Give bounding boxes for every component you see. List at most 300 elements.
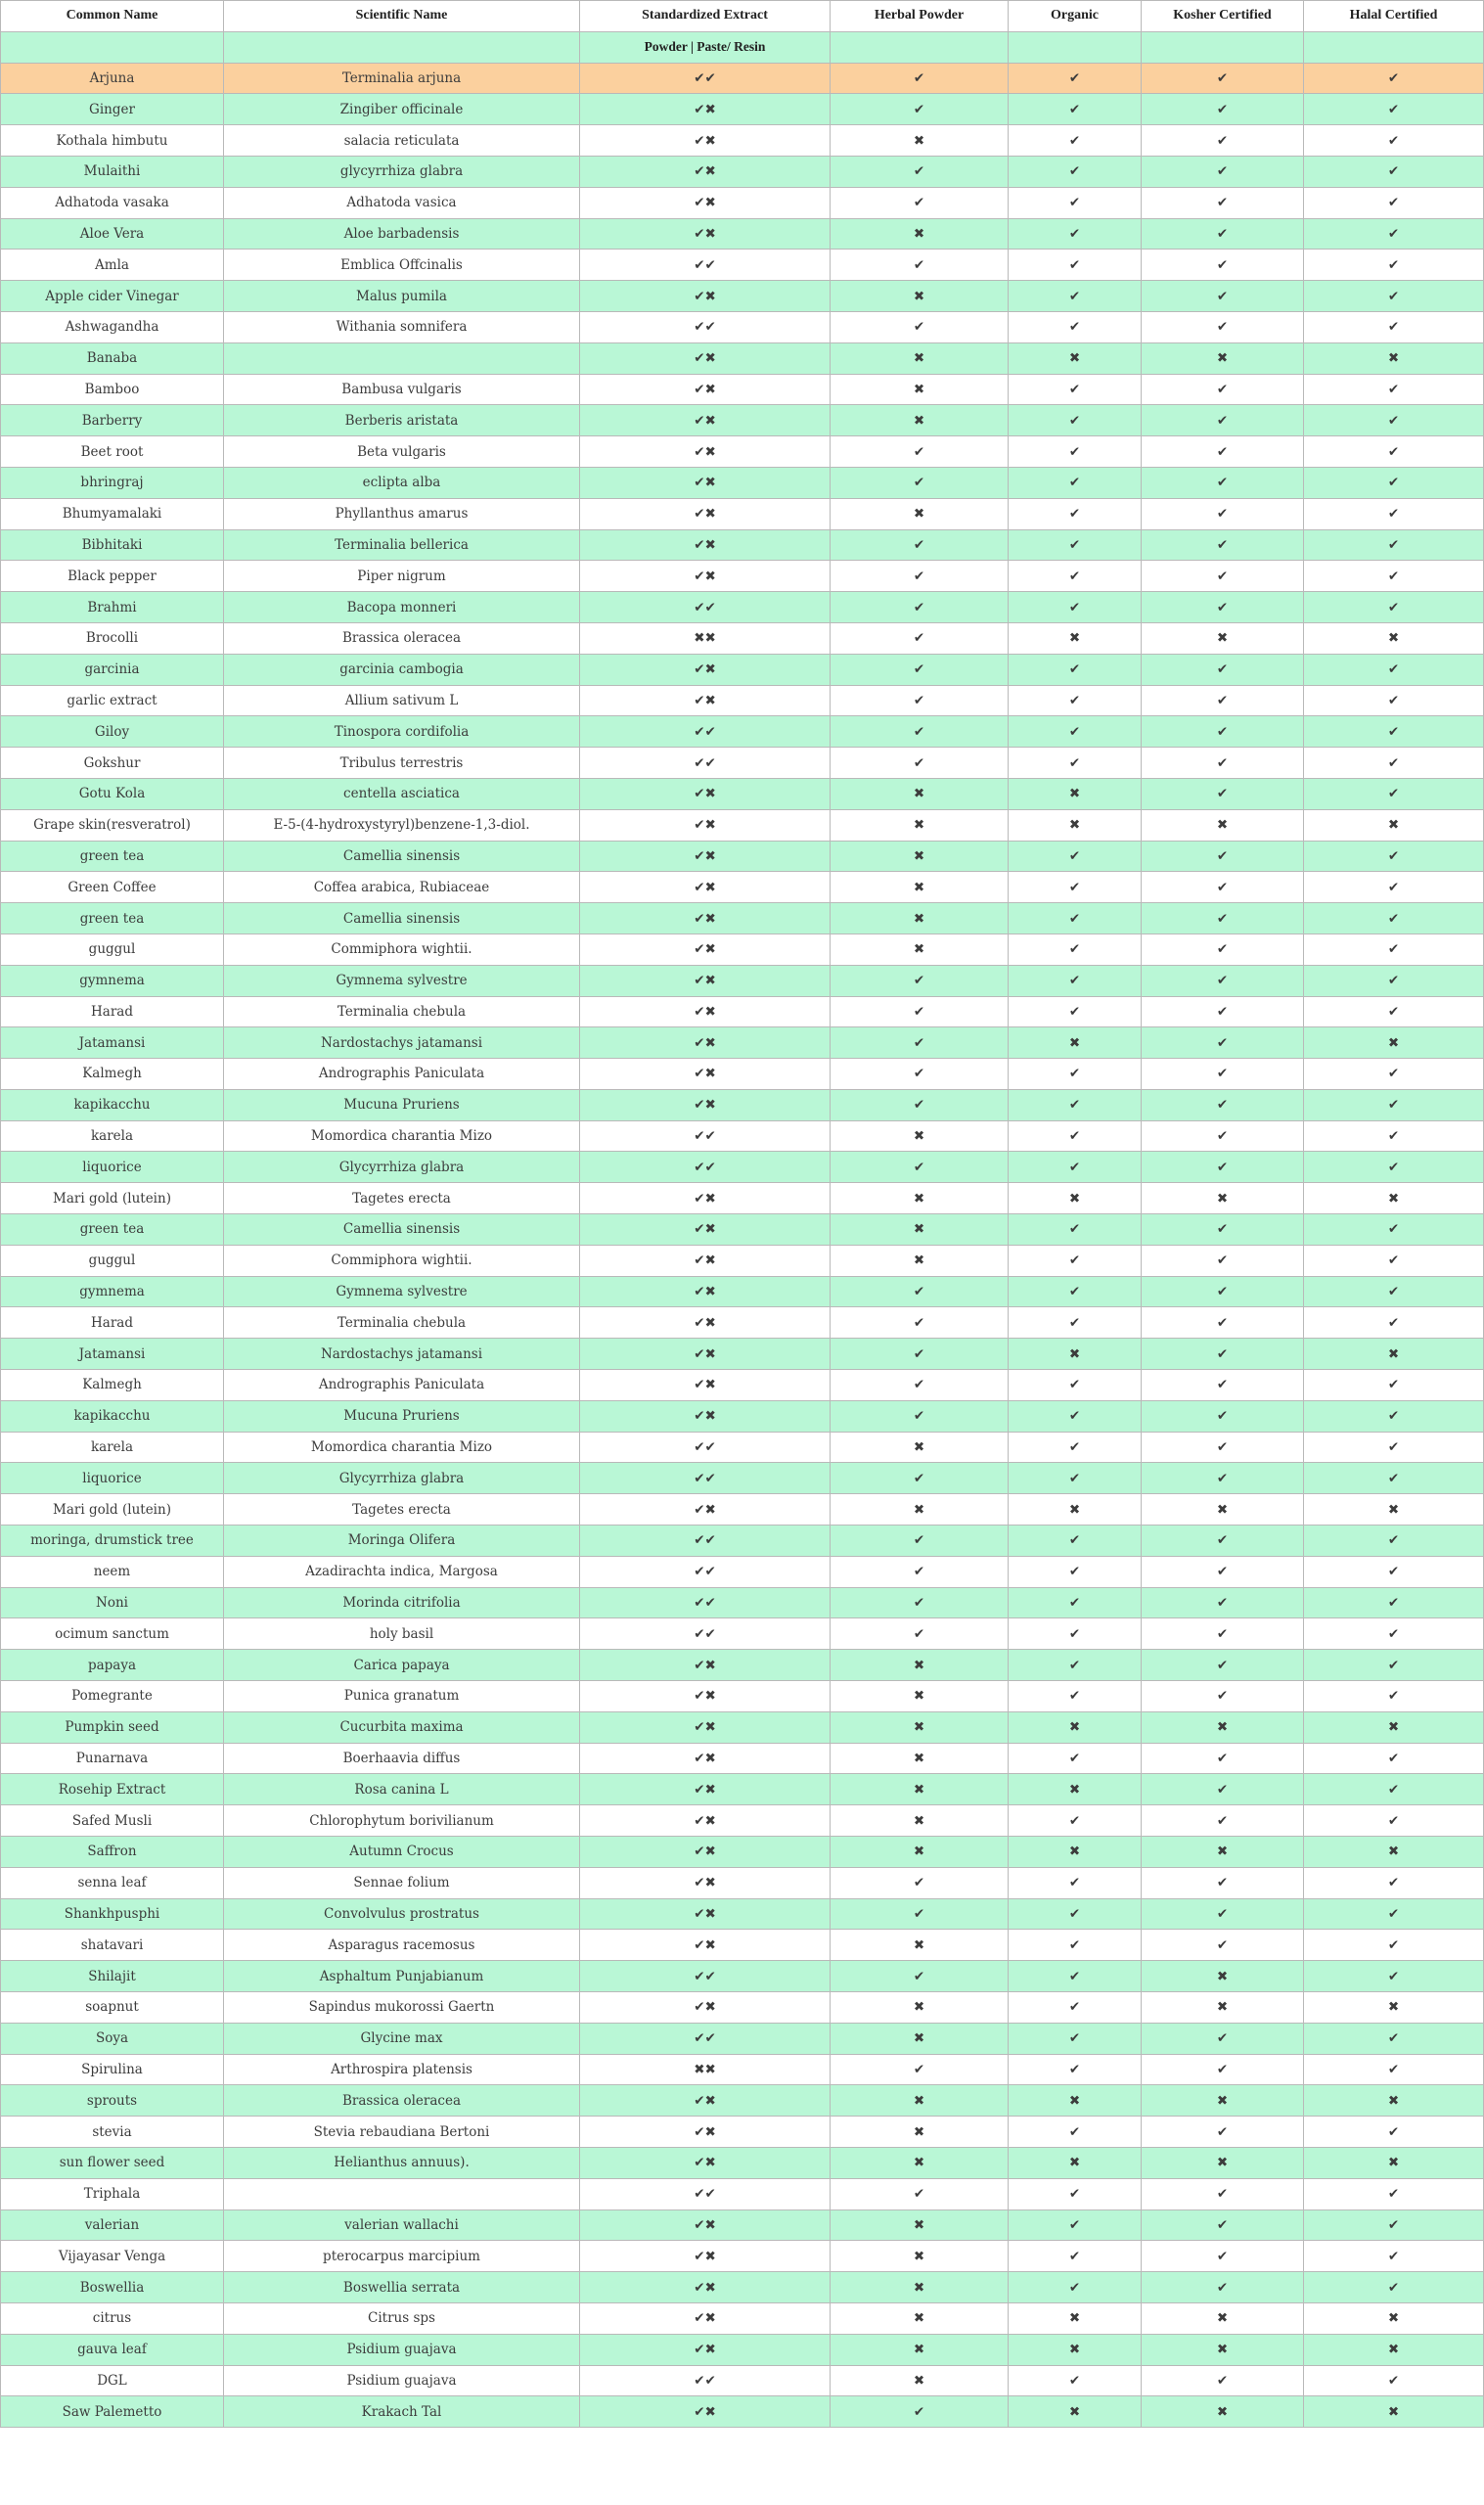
standardized-extract-cell: ✔✖ xyxy=(580,2117,831,2148)
common-name-cell: papaya xyxy=(1,1650,224,1681)
standardized-extract-cell: ✔✖ xyxy=(580,1650,831,1681)
herbal-powder-cell: ✔ xyxy=(831,965,1009,996)
halal-cell: ✔ xyxy=(1304,1089,1484,1120)
kosher-cell: ✔ xyxy=(1142,654,1304,685)
kosher-cell: ✔ xyxy=(1142,1587,1304,1618)
halal-cell: ✔ xyxy=(1304,498,1484,529)
kosher-cell: ✔ xyxy=(1142,281,1304,312)
organic-cell: ✔ xyxy=(1009,1245,1142,1276)
kosher-cell: ✔ xyxy=(1142,1867,1304,1898)
standardized-extract-cell: ✔✔ xyxy=(580,1152,831,1183)
table-row xyxy=(1,1120,1484,1152)
herbal-powder-cell: ✖ xyxy=(831,903,1009,934)
standardized-extract-cell: ✔✖ xyxy=(580,125,831,157)
kosher-cell: ✖ xyxy=(1142,2302,1304,2334)
subheader-form-types: Powder | Paste/ Resin xyxy=(580,31,831,63)
table-row xyxy=(1,498,1484,529)
scientific-name-cell: Chlorophytum borivilianum xyxy=(224,1805,580,1837)
common-name-cell: Arjuna xyxy=(1,63,224,94)
table-row xyxy=(1,156,1484,187)
scientific-name-cell: Brassica oleracea xyxy=(224,622,580,654)
table-row xyxy=(1,1556,1484,1587)
scientific-name-cell: Momordica charantia Mizo xyxy=(224,1120,580,1152)
subheader-empty-cell xyxy=(1142,31,1304,63)
organic-cell: ✔ xyxy=(1009,1618,1142,1650)
kosher-cell: ✔ xyxy=(1142,1681,1304,1712)
scientific-name-cell: Glycyrrhiza glabra xyxy=(224,1463,580,1494)
scientific-name-cell: Boswellia serrata xyxy=(224,2272,580,2303)
scientific-name-cell: Tagetes erecta xyxy=(224,1183,580,1214)
halal-cell: ✔ xyxy=(1304,2272,1484,2303)
halal-cell: ✔ xyxy=(1304,685,1484,716)
table-row xyxy=(1,1587,1484,1618)
table-row xyxy=(1,2054,1484,2085)
halal-cell: ✖ xyxy=(1304,1992,1484,2024)
kosher-cell: ✔ xyxy=(1142,1898,1304,1930)
kosher-cell: ✔ xyxy=(1142,2117,1304,2148)
header-kosher-certified: Kosher Certified xyxy=(1142,1,1304,32)
herbal-powder-cell: ✔ xyxy=(831,748,1009,779)
kosher-cell: ✔ xyxy=(1142,374,1304,405)
organic-cell: ✔ xyxy=(1009,529,1142,561)
herbal-powder-cell: ✔ xyxy=(831,1867,1009,1898)
table-row xyxy=(1,1183,1484,1214)
herbal-powder-cell: ✖ xyxy=(831,1183,1009,1214)
kosher-cell: ✔ xyxy=(1142,1245,1304,1276)
halal-cell: ✔ xyxy=(1304,1400,1484,1432)
herbal-powder-cell: ✖ xyxy=(831,2302,1009,2334)
herbal-powder-cell: ✔ xyxy=(831,156,1009,187)
kosher-cell: ✔ xyxy=(1142,1930,1304,1961)
subheader-empty-cell xyxy=(224,31,580,63)
common-name-cell: Vijayasar Venga xyxy=(1,2241,224,2272)
standardized-extract-cell: ✔✖ xyxy=(580,1059,831,1090)
common-name-cell: Gotu Kola xyxy=(1,778,224,809)
halal-cell: ✔ xyxy=(1304,250,1484,281)
standardized-extract-cell: ✔✖ xyxy=(580,2085,831,2117)
standardized-extract-cell: ✔✖ xyxy=(580,2334,831,2365)
common-name-cell: green tea xyxy=(1,841,224,872)
standardized-extract-cell: ✖✖ xyxy=(580,622,831,654)
herbal-powder-cell: ✖ xyxy=(831,1930,1009,1961)
organic-cell: ✔ xyxy=(1009,934,1142,965)
organic-cell: ✔ xyxy=(1009,654,1142,685)
herbal-powder-cell: ✖ xyxy=(831,1774,1009,1805)
common-name-cell: Noni xyxy=(1,1587,224,1618)
standardized-extract-cell: ✔✖ xyxy=(580,2147,831,2178)
kosher-cell: ✔ xyxy=(1142,218,1304,250)
scientific-name-cell: Bambusa vulgaris xyxy=(224,374,580,405)
common-name-cell: gymnema xyxy=(1,965,224,996)
standardized-extract-cell: ✔✖ xyxy=(580,342,831,374)
halal-cell: ✔ xyxy=(1304,63,1484,94)
common-name-cell: Barberry xyxy=(1,405,224,436)
scientific-name-cell: Allium sativum L xyxy=(224,685,580,716)
standardized-extract-cell: ✔✔ xyxy=(580,2023,831,2054)
table-row xyxy=(1,125,1484,157)
common-name-cell: Shilajit xyxy=(1,1961,224,1992)
organic-cell: ✔ xyxy=(1009,1152,1142,1183)
kosher-cell: ✔ xyxy=(1142,1618,1304,1650)
table-row xyxy=(1,1339,1484,1370)
kosher-cell: ✖ xyxy=(1142,1183,1304,1214)
herbal-powder-cell: ✔ xyxy=(831,2396,1009,2428)
table-row xyxy=(1,841,1484,872)
organic-cell: ✖ xyxy=(1009,2147,1142,2178)
kosher-cell: ✔ xyxy=(1142,592,1304,623)
scientific-name-cell: Commiphora wightii. xyxy=(224,1245,580,1276)
scientific-name-cell: garcinia cambogia xyxy=(224,654,580,685)
common-name-cell: DGL xyxy=(1,2365,224,2396)
halal-cell: ✔ xyxy=(1304,125,1484,157)
kosher-cell: ✔ xyxy=(1142,1307,1304,1339)
table-body xyxy=(1,63,1484,2428)
kosher-cell: ✔ xyxy=(1142,1400,1304,1432)
header-scientific-name: Scientific Name xyxy=(224,1,580,32)
organic-cell: ✔ xyxy=(1009,2117,1142,2148)
common-name-cell: kapikacchu xyxy=(1,1400,224,1432)
organic-cell: ✔ xyxy=(1009,2054,1142,2085)
herbal-powder-cell: ✖ xyxy=(831,2241,1009,2272)
kosher-cell: ✔ xyxy=(1142,1805,1304,1837)
standardized-extract-cell: ✔✔ xyxy=(580,748,831,779)
standardized-extract-cell: ✔✖ xyxy=(580,1089,831,1120)
table-row xyxy=(1,996,1484,1027)
standardized-extract-cell: ✖✖ xyxy=(580,2054,831,2085)
scientific-name-cell: Nardostachys jatamansi xyxy=(224,1027,580,1059)
halal-cell: ✔ xyxy=(1304,1556,1484,1587)
standardized-extract-cell: ✔✔ xyxy=(580,63,831,94)
common-name-cell: green tea xyxy=(1,1214,224,1246)
subheader-empty-cell xyxy=(831,31,1009,63)
scientific-name-cell: Sennae folium xyxy=(224,1867,580,1898)
herbal-powder-cell: ✔ xyxy=(831,592,1009,623)
herbal-powder-cell: ✔ xyxy=(831,250,1009,281)
standardized-extract-cell: ✔✖ xyxy=(580,1681,831,1712)
herbal-powder-cell: ✔ xyxy=(831,1089,1009,1120)
herbal-powder-cell: ✔ xyxy=(831,529,1009,561)
herbal-powder-cell: ✖ xyxy=(831,218,1009,250)
scientific-name-cell: Rosa canina L xyxy=(224,1774,580,1805)
organic-cell: ✔ xyxy=(1009,2178,1142,2209)
table-row xyxy=(1,1307,1484,1339)
table-row xyxy=(1,1681,1484,1712)
organic-cell: ✔ xyxy=(1009,1961,1142,1992)
table-row xyxy=(1,2241,1484,2272)
table-row xyxy=(1,965,1484,996)
organic-cell: ✔ xyxy=(1009,872,1142,903)
kosher-cell: ✔ xyxy=(1142,94,1304,125)
herbal-powder-cell: ✔ xyxy=(831,1152,1009,1183)
organic-cell: ✖ xyxy=(1009,2302,1142,2334)
kosher-cell: ✖ xyxy=(1142,2334,1304,2365)
herbal-powder-cell: ✖ xyxy=(831,1681,1009,1712)
scientific-name-cell: Nardostachys jatamansi xyxy=(224,1339,580,1370)
table-row xyxy=(1,622,1484,654)
table-row xyxy=(1,2023,1484,2054)
halal-cell: ✔ xyxy=(1304,1587,1484,1618)
herbal-powder-cell: ✔ xyxy=(831,63,1009,94)
halal-cell: ✔ xyxy=(1304,156,1484,187)
standardized-extract-cell: ✔✖ xyxy=(580,1245,831,1276)
kosher-cell: ✔ xyxy=(1142,1556,1304,1587)
halal-cell: ✔ xyxy=(1304,467,1484,498)
standardized-extract-cell: ✔✖ xyxy=(580,94,831,125)
organic-cell: ✔ xyxy=(1009,1681,1142,1712)
table-row xyxy=(1,436,1484,468)
herbal-powder-cell: ✔ xyxy=(831,1961,1009,1992)
organic-cell: ✔ xyxy=(1009,94,1142,125)
organic-cell: ✔ xyxy=(1009,498,1142,529)
table-row xyxy=(1,374,1484,405)
common-name-cell: garcinia xyxy=(1,654,224,685)
herbal-powder-cell: ✔ xyxy=(831,467,1009,498)
organic-cell: ✔ xyxy=(1009,748,1142,779)
kosher-cell: ✔ xyxy=(1142,63,1304,94)
kosher-cell: ✔ xyxy=(1142,498,1304,529)
kosher-cell: ✔ xyxy=(1142,1463,1304,1494)
organic-cell: ✖ xyxy=(1009,2334,1142,2365)
herbal-powder-cell: ✔ xyxy=(831,2054,1009,2085)
halal-cell: ✔ xyxy=(1304,1307,1484,1339)
organic-cell: ✖ xyxy=(1009,1774,1142,1805)
kosher-cell: ✔ xyxy=(1142,561,1304,592)
scientific-name-cell: glycyrrhiza glabra xyxy=(224,156,580,187)
herbal-powder-cell: ✔ xyxy=(831,1898,1009,1930)
standardized-extract-cell: ✔✔ xyxy=(580,2365,831,2396)
kosher-cell: ✔ xyxy=(1142,2178,1304,2209)
organic-cell: ✔ xyxy=(1009,1867,1142,1898)
kosher-cell: ✔ xyxy=(1142,1027,1304,1059)
common-name-cell: sun flower seed xyxy=(1,2147,224,2178)
kosher-cell: ✖ xyxy=(1142,1961,1304,1992)
halal-cell: ✔ xyxy=(1304,94,1484,125)
halal-cell: ✔ xyxy=(1304,1681,1484,1712)
halal-cell: ✔ xyxy=(1304,374,1484,405)
organic-cell: ✔ xyxy=(1009,63,1142,94)
halal-cell: ✔ xyxy=(1304,2178,1484,2209)
header-organic: Organic xyxy=(1009,1,1142,32)
common-name-cell: guggul xyxy=(1,1245,224,1276)
standardized-extract-cell: ✔✖ xyxy=(580,996,831,1027)
scientific-name-cell: Terminalia chebula xyxy=(224,996,580,1027)
organic-cell: ✔ xyxy=(1009,374,1142,405)
herbal-powder-cell: ✖ xyxy=(831,374,1009,405)
scientific-name-cell: Tinospora cordifolia xyxy=(224,716,580,748)
common-name-cell: shatavari xyxy=(1,1930,224,1961)
scientific-name-cell: pterocarpus marcipium xyxy=(224,2241,580,2272)
organic-cell: ✔ xyxy=(1009,1992,1142,2024)
herbal-powder-cell: ✔ xyxy=(831,561,1009,592)
common-name-cell: Amla xyxy=(1,250,224,281)
standardized-extract-cell: ✔✖ xyxy=(580,156,831,187)
organic-cell: ✔ xyxy=(1009,250,1142,281)
kosher-cell: ✔ xyxy=(1142,685,1304,716)
kosher-cell: ✖ xyxy=(1142,622,1304,654)
organic-cell: ✔ xyxy=(1009,841,1142,872)
standardized-extract-cell: ✔✖ xyxy=(580,1930,831,1961)
organic-cell: ✔ xyxy=(1009,311,1142,342)
standardized-extract-cell: ✔✖ xyxy=(580,778,831,809)
kosher-cell: ✖ xyxy=(1142,1494,1304,1526)
herbal-powder-cell: ✖ xyxy=(831,1711,1009,1743)
table-row xyxy=(1,872,1484,903)
header-common-name: Common Name xyxy=(1,1,224,32)
table-row xyxy=(1,1930,1484,1961)
common-name-cell: Jatamansi xyxy=(1,1339,224,1370)
halal-cell: ✖ xyxy=(1304,622,1484,654)
table-row xyxy=(1,1961,1484,1992)
kosher-cell: ✔ xyxy=(1142,1152,1304,1183)
standardized-extract-cell: ✔✖ xyxy=(580,1711,831,1743)
halal-cell: ✖ xyxy=(1304,1027,1484,1059)
kosher-cell: ✔ xyxy=(1142,2023,1304,2054)
common-name-cell: citrus xyxy=(1,2302,224,2334)
table-row xyxy=(1,1898,1484,1930)
standardized-extract-cell: ✔✖ xyxy=(580,218,831,250)
organic-cell: ✔ xyxy=(1009,716,1142,748)
halal-cell: ✔ xyxy=(1304,2365,1484,2396)
herbal-powder-cell: ✖ xyxy=(831,405,1009,436)
common-name-cell: Green Coffee xyxy=(1,872,224,903)
organic-cell: ✔ xyxy=(1009,1276,1142,1307)
scientific-name-cell: Withania somnifera xyxy=(224,311,580,342)
scientific-name-cell: eclipta alba xyxy=(224,467,580,498)
halal-cell: ✔ xyxy=(1304,592,1484,623)
organic-cell: ✔ xyxy=(1009,903,1142,934)
herbal-powder-cell: ✔ xyxy=(831,1276,1009,1307)
scientific-name-cell xyxy=(224,342,580,374)
scientific-name-cell: Malus pumila xyxy=(224,281,580,312)
table-row xyxy=(1,2147,1484,2178)
herbal-powder-cell: ✖ xyxy=(831,1837,1009,1868)
common-name-cell: Pomegrante xyxy=(1,1681,224,1712)
scientific-name-cell: Momordica charantia Mizo xyxy=(224,1432,580,1463)
standardized-extract-cell: ✔✔ xyxy=(580,1463,831,1494)
organic-cell: ✔ xyxy=(1009,1432,1142,1463)
kosher-cell: ✔ xyxy=(1142,187,1304,218)
scientific-name-cell: Terminalia chebula xyxy=(224,1307,580,1339)
common-name-cell: Triphala xyxy=(1,2178,224,2209)
herbal-powder-cell: ✔ xyxy=(831,1027,1009,1059)
halal-cell: ✔ xyxy=(1304,218,1484,250)
common-name-cell: stevia xyxy=(1,2117,224,2148)
organic-cell: ✖ xyxy=(1009,342,1142,374)
halal-cell: ✔ xyxy=(1304,654,1484,685)
organic-cell: ✔ xyxy=(1009,218,1142,250)
scientific-name-cell: valerian wallachi xyxy=(224,2209,580,2241)
scientific-name-cell: centella asciatica xyxy=(224,778,580,809)
standardized-extract-cell: ✔✖ xyxy=(580,1339,831,1370)
scientific-name-cell: Commiphora wightii. xyxy=(224,934,580,965)
herbal-powder-cell: ✖ xyxy=(831,2147,1009,2178)
standardized-extract-cell: ✔✖ xyxy=(580,529,831,561)
kosher-cell: ✔ xyxy=(1142,1743,1304,1774)
common-name-cell: Kothala himbutu xyxy=(1,125,224,157)
organic-cell: ✖ xyxy=(1009,1027,1142,1059)
kosher-cell: ✔ xyxy=(1142,1339,1304,1370)
kosher-cell: ✔ xyxy=(1142,872,1304,903)
standardized-extract-cell: ✔✖ xyxy=(580,1837,831,1868)
herbal-powder-cell: ✔ xyxy=(831,436,1009,468)
standardized-extract-cell: ✔✔ xyxy=(580,716,831,748)
kosher-cell: ✖ xyxy=(1142,809,1304,841)
common-name-cell: senna leaf xyxy=(1,1867,224,1898)
kosher-cell: ✔ xyxy=(1142,2241,1304,2272)
scientific-name-cell xyxy=(224,2178,580,2209)
table-row xyxy=(1,1526,1484,1557)
scientific-name-cell: Helianthus annuus). xyxy=(224,2147,580,2178)
standardized-extract-cell: ✔✖ xyxy=(580,2209,831,2241)
standardized-extract-cell: ✔✖ xyxy=(580,281,831,312)
standardized-extract-cell: ✔✖ xyxy=(580,1494,831,1526)
kosher-cell: ✔ xyxy=(1142,529,1304,561)
table-row xyxy=(1,1711,1484,1743)
scientific-name-cell: Psidium guajava xyxy=(224,2365,580,2396)
common-name-cell: Saw Palemetto xyxy=(1,2396,224,2428)
common-name-cell: Harad xyxy=(1,1307,224,1339)
herbal-powder-cell: ✖ xyxy=(831,778,1009,809)
organic-cell: ✖ xyxy=(1009,2085,1142,2117)
herbal-powder-cell: ✖ xyxy=(831,2117,1009,2148)
standardized-extract-cell: ✔✖ xyxy=(580,2272,831,2303)
table-row xyxy=(1,748,1484,779)
common-name-cell: Shankhpusphi xyxy=(1,1898,224,1930)
organic-cell: ✔ xyxy=(1009,1370,1142,1401)
standardized-extract-cell: ✔✖ xyxy=(580,841,831,872)
common-name-cell: Bamboo xyxy=(1,374,224,405)
herbal-powder-cell: ✔ xyxy=(831,685,1009,716)
standardized-extract-cell: ✔✖ xyxy=(580,1805,831,1837)
common-name-cell: Banaba xyxy=(1,342,224,374)
common-name-cell: liquorice xyxy=(1,1152,224,1183)
standardized-extract-cell: ✔✖ xyxy=(580,654,831,685)
scientific-name-cell: Camellia sinensis xyxy=(224,1214,580,1246)
organic-cell: ✔ xyxy=(1009,1059,1142,1090)
scientific-name-cell: Boerhaavia diffus xyxy=(224,1743,580,1774)
halal-cell: ✔ xyxy=(1304,934,1484,965)
organic-cell: ✔ xyxy=(1009,2365,1142,2396)
common-name-cell: guggul xyxy=(1,934,224,965)
scientific-name-cell: Andrographis Paniculata xyxy=(224,1059,580,1090)
common-name-cell: Jatamansi xyxy=(1,1027,224,1059)
kosher-cell: ✔ xyxy=(1142,841,1304,872)
standardized-extract-cell: ✔✖ xyxy=(580,1867,831,1898)
common-name-cell: Ginger xyxy=(1,94,224,125)
scientific-name-cell: Aloe barbadensis xyxy=(224,218,580,250)
halal-cell: ✔ xyxy=(1304,1650,1484,1681)
halal-cell: ✖ xyxy=(1304,2302,1484,2334)
common-name-cell: neem xyxy=(1,1556,224,1587)
standardized-extract-cell: ✔✖ xyxy=(580,934,831,965)
halal-cell: ✔ xyxy=(1304,872,1484,903)
scientific-name-cell: Morinda citrifolia xyxy=(224,1587,580,1618)
kosher-cell: ✔ xyxy=(1142,1370,1304,1401)
scientific-name-cell: Cucurbita maxima xyxy=(224,1711,580,1743)
herbal-powder-cell: ✖ xyxy=(831,934,1009,965)
organic-cell: ✔ xyxy=(1009,1307,1142,1339)
table-row xyxy=(1,561,1484,592)
common-name-cell: kapikacchu xyxy=(1,1089,224,1120)
organic-cell: ✔ xyxy=(1009,2023,1142,2054)
halal-cell: ✔ xyxy=(1304,561,1484,592)
kosher-cell: ✔ xyxy=(1142,965,1304,996)
kosher-cell: ✔ xyxy=(1142,1120,1304,1152)
halal-cell: ✔ xyxy=(1304,996,1484,1027)
subheader-empty-cell xyxy=(1304,31,1484,63)
standardized-extract-cell: ✔✔ xyxy=(580,1556,831,1587)
kosher-cell: ✔ xyxy=(1142,436,1304,468)
